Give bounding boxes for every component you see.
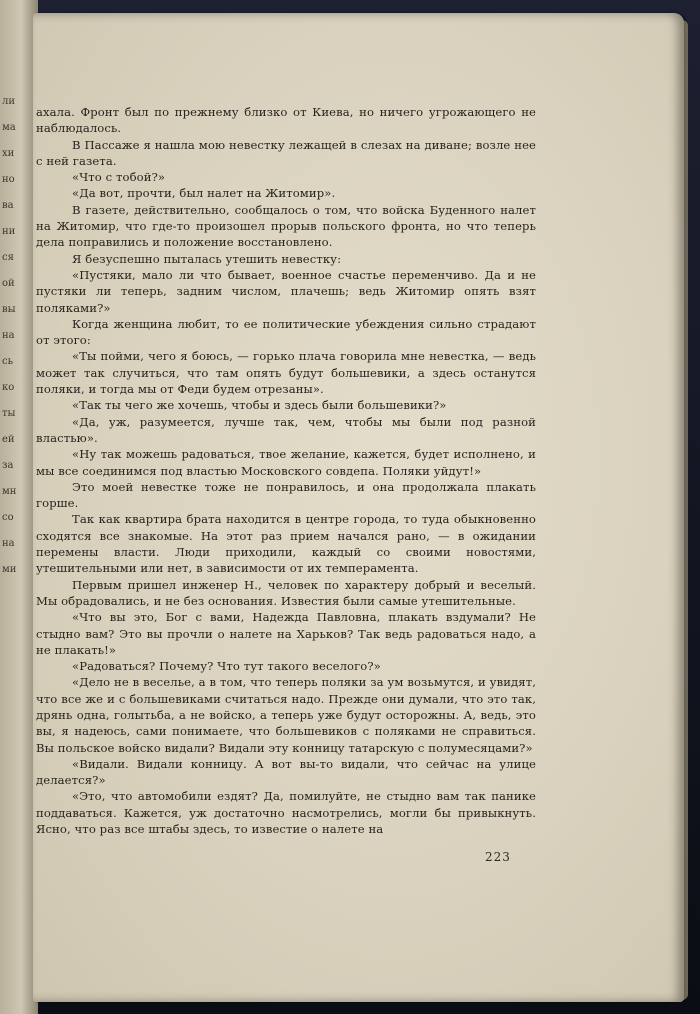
left-page-fragment: ли [2, 96, 16, 107]
paragraph: «Что вы это, Бог с вами, Надежда Павловна, плакать вздумали? Не стыдно вам? Это вы прочли о налете на Харьков? Так ведь радоваться надо, а не плакать!» [36, 610, 536, 657]
paragraph: «Да вот, прочти, был налет на Житомир». [72, 186, 336, 201]
left-page-fragment: ко [2, 382, 15, 393]
paragraph: «Пустяки, мало ли что бывает, военное счастье переменчиво. Да и не пустяки ли теперь, задним числом, плачешь; ведь Житомир опять взят поляками?» [36, 267, 536, 315]
paragraph: «Это, что автомобили ездят? Да, помилуйте, не стыдно вам так панике поддаваться. Кажется, уж достаточно насмотрелись, могли бы привыкнуть. Ясно, что раз все штабы здесь, то известие о налете на [36, 789, 536, 837]
left-page-fragment: ма [2, 122, 16, 133]
paragraph: В Пассаже я нашла мою невестку лежащей в слезах на диване; возле нее с ней газета. [36, 137, 536, 168]
left-page-fragment: на [2, 538, 15, 549]
paragraph: В газете, действительно, сообщалось о том, что войска Буденного налет на Житомир, что где-то произошел прорыв польского фронта, но что теперь дела поправились и положение восстановлено. [36, 202, 536, 250]
book-page [33, 13, 684, 1002]
left-page-fragment: мн [2, 486, 17, 497]
paragraph: «Что с тобой?» [72, 170, 166, 185]
left-page-fragment: но [2, 174, 15, 185]
paragraph: «Радоваться? Почему? Что тут такого веселого?» [72, 659, 381, 674]
paragraph: «Дело не в веселье, а в том, что теперь поляки за ум возьмутся, и увидят, что все же и с большевиками считаться надо. Прежде они думали, что это так, дрянь одна, голытьба, а не войско, а теперь уже будут осторожны. А, ведь, это вы, я надеюсь, сами понимаете, что большевиков с поляками не справиться. Вы польское войско видали? Видали эту конницу татарскую с полумесяцами?» [36, 675, 536, 755]
left-page-fragment: ой [2, 278, 15, 289]
left-page-fragment: на [2, 330, 15, 341]
left-page-fragment: вы [2, 304, 16, 315]
left-page-fragment: ва [2, 200, 14, 211]
paragraph: «Да, уж, разумеется, лучше так, чем, чтобы мы были под разной властью». [36, 414, 536, 445]
paragraph: Когда женщина любит, то ее политические убеждения сильно страдают от этого: [36, 316, 536, 348]
left-page-fragment: за [2, 460, 14, 471]
paragraph: ахала. Фронт был по прежнему близко от Киева, но ничего угрожающего не наблюдалось. [36, 105, 536, 136]
paragraph: «Видали. Видали конницу. А вот вы-то видали, что сейчас на улице делается?» [36, 756, 536, 788]
paragraph: «Ты пойми, чего я боюсь, — горько плача говорила мне невестка, — ведь может так случиться, что там опять будут большевики, а здесь останутся поляки, и тогда мы от Феди будем отрезаны». [36, 349, 536, 397]
left-page-fragment: со [2, 512, 14, 523]
left-page-fragment: хи [2, 148, 15, 159]
paragraph: «Ну так можешь радоваться, твое желание, кажется, будет исполнено, и мы все соединимся под властью Московского совдепа. Поляки уйдут!» [36, 447, 536, 478]
paragraph: Я безуспешно пыталась утешить невестку: [72, 251, 342, 266]
left-page-fragment: ей [2, 434, 15, 445]
left-page-fragment: ся [2, 252, 14, 263]
paragraph: Это моей невестке тоже не понравилось, и она продолжала плакать горше. [36, 479, 536, 511]
left-page-fragment: ты [2, 408, 16, 419]
paragraph: Так как квартира брата находится в центре города, то туда обыкновенно сходятся все знакомые. На этот раз прием начался рано, — в ожидании перемены власти. Люди приходили, каждый со своими новостями, утешительными или нет, в зависимости от их темперамента. [36, 512, 536, 576]
left-page-fragment: ми [2, 564, 17, 575]
paragraph: «Так ты чего же хочешь, чтобы и здесь были большевики?» [72, 398, 447, 413]
paragraph: Первым пришел инженер Н., человек по характеру добрый и веселый. Мы обрадовались, и не без основания. Известия были самые утешительные. [36, 577, 536, 608]
page-number: 223 [485, 850, 511, 864]
body-text [36, 104, 536, 837]
left-page-fragment: ни [2, 226, 16, 237]
left-page-fragment: сь [2, 356, 14, 367]
